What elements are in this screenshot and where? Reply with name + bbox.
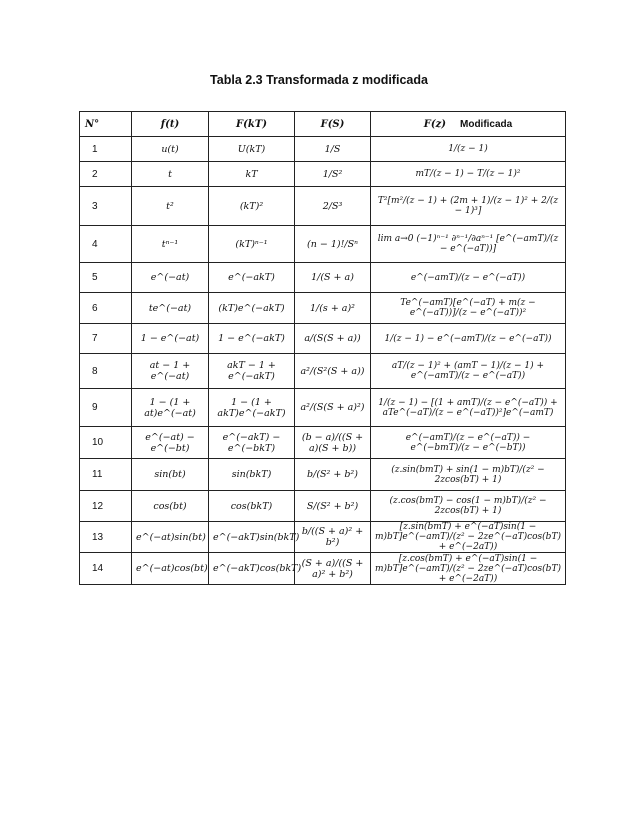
header-fkt: F(kT) — [209, 112, 295, 137]
cell-ft: te^(−at) — [132, 293, 209, 324]
table-row — [80, 263, 566, 293]
cell-fkt: e^(−akT)cos(bkT) — [209, 553, 295, 585]
cell-ft: tⁿ⁻¹ — [132, 226, 209, 263]
cell-fs: a²/(S(S + a)²) — [295, 389, 371, 427]
cell-fkt: e^(−akT)sin(bkT) — [209, 522, 295, 553]
table-row — [80, 137, 566, 162]
cell-fkt: e^(−akT) − e^(−bkT) — [209, 427, 295, 459]
table-row — [80, 354, 566, 389]
cell-fz: [z.sin(bmT) + e^(−aT)sin(1 − m)bT]e^(−amT)/(z² − 2ze^(−aT)cos(bT) + e^(−2aT)) — [371, 522, 566, 553]
cell-fkt: sin(bkT) — [209, 459, 295, 491]
cell-fkt: U(kT) — [209, 137, 295, 162]
table-row — [80, 389, 566, 427]
cell-fs: 1/(S + a) — [295, 263, 371, 293]
cell-ft: t — [132, 162, 209, 187]
cell-fz: 1/(z − 1) — [371, 137, 566, 162]
header-fz-label: F(z) — [423, 118, 446, 130]
table-row — [80, 522, 566, 553]
header-ft: f(t) — [132, 112, 209, 137]
cell-fs: (n − 1)!/Sⁿ — [295, 226, 371, 263]
cell-fkt: akT − 1 + e^(−akT) — [209, 354, 295, 389]
table-title: Tabla 2.3 Transformada z modificada — [210, 73, 428, 87]
cell-fz: mT/(z − 1) − T/(z − 1)² — [371, 162, 566, 187]
cell-n: 14 — [80, 553, 132, 585]
cell-n: 13 — [80, 522, 132, 553]
cell-fz: T²[m²/(z − 1) + (2m + 1)/(z − 1)² + 2/(z − 1)³] — [371, 187, 566, 226]
cell-n: 6 — [80, 293, 132, 324]
table-row — [80, 162, 566, 187]
cell-ft: sin(bt) — [132, 459, 209, 491]
cell-fkt: e^(−akT) — [209, 263, 295, 293]
cell-n: 12 — [80, 491, 132, 522]
header-n: N° — [80, 112, 132, 137]
cell-fkt: kT — [209, 162, 295, 187]
z-transform-table — [79, 111, 566, 585]
cell-fs: (S + a)/((S + a)² + b²) — [295, 553, 371, 585]
cell-fkt: (kT)² — [209, 187, 295, 226]
table-row — [80, 427, 566, 459]
table-row — [80, 553, 566, 585]
cell-fz: lim a→0 (−1)ⁿ⁻¹ ∂ⁿ⁻¹/∂aⁿ⁻¹ [e^(−amT)/(z − e^(−aT))] — [371, 226, 566, 263]
cell-fkt: cos(bkT) — [209, 491, 295, 522]
cell-fz: (z.sin(bmT) + sin(1 − m)bT)/(z² − 2zcos(bT) + 1) — [371, 459, 566, 491]
cell-fkt: 1 − e^(−akT) — [209, 324, 295, 354]
cell-ft: e^(−at)cos(bt) — [132, 553, 209, 585]
cell-fs: 1/(s + a)² — [295, 293, 371, 324]
cell-ft: e^(−at) − e^(−bt) — [132, 427, 209, 459]
cell-ft: 1 − (1 + at)e^(−at) — [132, 389, 209, 427]
header-fs: F(S) — [295, 112, 371, 137]
cell-ft: t² — [132, 187, 209, 226]
header-row — [80, 112, 566, 137]
cell-fs: 1/S² — [295, 162, 371, 187]
cell-fz: e^(−amT)/(z − e^(−aT)) — [371, 263, 566, 293]
cell-fs: a²/(S²(S + a)) — [295, 354, 371, 389]
cell-fs: b/(S² + b²) — [295, 459, 371, 491]
cell-n: 10 — [80, 427, 132, 459]
cell-fkt: (kT)e^(−akT) — [209, 293, 295, 324]
cell-fs: a/(S(S + a)) — [295, 324, 371, 354]
cell-fs: 2/S³ — [295, 187, 371, 226]
cell-fs: (b − a)/((S + a)(S + b)) — [295, 427, 371, 459]
cell-fz: 1/(z − 1) − e^(−amT)/(z − e^(−aT)) — [371, 324, 566, 354]
cell-n: 2 — [80, 162, 132, 187]
cell-fz: [z.cos(bmT) + e^(−aT)sin(1 − m)bT]e^(−amT)/(z² − 2ze^(−aT)cos(bT) + e^(−2aT)) — [371, 553, 566, 585]
table-row — [80, 293, 566, 324]
table-row — [80, 226, 566, 263]
cell-fs: S/(S² + b²) — [295, 491, 371, 522]
cell-n: 3 — [80, 187, 132, 226]
cell-fz: Te^(−amT)[e^(−aT) + m(z − e^(−aT))]/(z − e^(−aT))² — [371, 293, 566, 324]
cell-fz: e^(−amT)/(z − e^(−aT)) − e^(−bmT)/(z − e^(−bT)) — [371, 427, 566, 459]
cell-ft: cos(bt) — [132, 491, 209, 522]
table-row — [80, 491, 566, 522]
header-modificada: Modificada — [460, 118, 513, 130]
table-row — [80, 324, 566, 354]
cell-n: 8 — [80, 354, 132, 389]
cell-n: 11 — [80, 459, 132, 491]
cell-ft: at − 1 + e^(−at) — [132, 354, 209, 389]
cell-n: 5 — [80, 263, 132, 293]
cell-fz: (z.cos(bmT) − cos(1 − m)bT)/(z² − 2zcos(bT) + 1) — [371, 491, 566, 522]
cell-ft: e^(−at) — [132, 263, 209, 293]
cell-ft: u(t) — [132, 137, 209, 162]
table-row — [80, 459, 566, 491]
cell-n: 4 — [80, 226, 132, 263]
cell-fkt: 1 − (1 + akT)e^(−akT) — [209, 389, 295, 427]
header-fz — [371, 112, 566, 137]
cell-n: 9 — [80, 389, 132, 427]
cell-n: 1 — [80, 137, 132, 162]
cell-fs: 1/S — [295, 137, 371, 162]
cell-n: 7 — [80, 324, 132, 354]
cell-fz: aT/(z − 1)² + (amT − 1)/(z − 1) + e^(−amT)/(z − e^(−aT)) — [371, 354, 566, 389]
cell-fs: b/((S + a)² + b²) — [295, 522, 371, 553]
cell-fkt: (kT)ⁿ⁻¹ — [209, 226, 295, 263]
cell-ft: e^(−at)sin(bt) — [132, 522, 209, 553]
cell-fz: 1/(z − 1) − [(1 + amT)/(z − e^(−aT)) + aTe^(−aT)/(z − e^(−aT))²]e^(−amT) — [371, 389, 566, 427]
cell-ft: 1 − e^(−at) — [132, 324, 209, 354]
table-row — [80, 187, 566, 226]
